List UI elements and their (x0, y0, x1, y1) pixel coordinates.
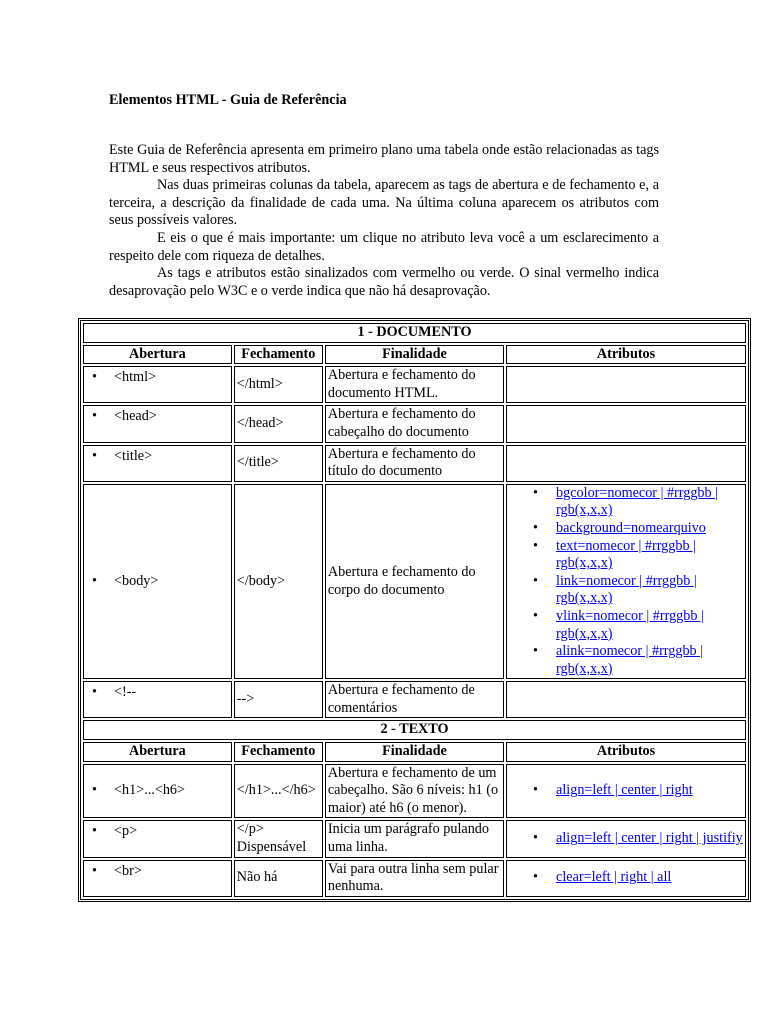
bullet-icon: • (92, 862, 97, 879)
attributes-cell (506, 860, 746, 897)
attribute-link[interactable]: text=nomecor | #rrggbb | rgb(x,x,x) (556, 537, 696, 572)
column-header: Fechamento (234, 345, 323, 365)
purpose-cell: Abertura e fechamento do documento HTML. (325, 366, 504, 403)
opening-tag-cell (83, 764, 232, 819)
opening-tag: <!-- (114, 684, 137, 701)
attribute-item (533, 485, 743, 520)
attribute-item (533, 869, 743, 887)
column-header: Abertura (83, 345, 232, 365)
attribute-item (533, 608, 743, 643)
attribute-item (533, 830, 743, 848)
column-header: Fechamento (234, 742, 323, 762)
attributes-cell (506, 820, 746, 857)
bullet-icon: • (92, 369, 97, 386)
opening-tag: <head> (114, 408, 157, 425)
opening-tag-cell (83, 820, 232, 857)
bullet-icon: • (92, 408, 97, 425)
attribute-list (509, 830, 743, 848)
closing-tag-cell: </body> (234, 484, 323, 680)
bullet-icon: • (92, 684, 97, 701)
closing-tag-cell: </p> Dispensável (234, 820, 323, 857)
attribute-link[interactable]: alink=nomecor | #rrggbb | rgb(x,x,x) (556, 643, 704, 677)
column-header-row (83, 345, 746, 365)
opening-tag-cell (83, 681, 232, 718)
table-row (83, 681, 746, 718)
attributes-cell (506, 405, 746, 442)
closing-tag-cell: </html> (234, 366, 323, 403)
attributes-cell (506, 764, 746, 819)
attributes-cell (506, 484, 746, 680)
bullet-icon: • (92, 823, 97, 840)
attribute-list (509, 782, 743, 800)
opening-tag: <br> (114, 862, 142, 879)
table-row (83, 860, 746, 897)
table-row (83, 445, 746, 482)
attributes-cell (506, 681, 746, 718)
opening-tag-cell (83, 445, 232, 482)
intro-paragraph: Nas duas primeiras colunas da tabela, aparecem as tags de abertura e de fechamento e, a terceira, a descrição da finalidade de cada uma. Na última coluna aparecem os atributos com seus possíveis valores. (109, 177, 659, 229)
purpose-cell: Abertura e fechamento do cabeçalho do documento (325, 405, 504, 442)
column-header: Finalidade (325, 345, 504, 365)
bullet-icon: • (92, 447, 97, 464)
bullet-icon: • (92, 782, 97, 799)
attribute-item (533, 538, 743, 573)
reference-table (80, 320, 749, 900)
attribute-link[interactable]: align=left | center | right (556, 782, 693, 799)
purpose-cell: Abertura e fechamento do corpo do documento (325, 484, 504, 680)
attribute-item (533, 782, 743, 800)
table-row (83, 764, 746, 819)
intro-text (109, 142, 659, 300)
closing-tag-cell: Não há (234, 860, 323, 897)
opening-tag: <p> (114, 823, 138, 840)
purpose-cell: Abertura e fechamento de comentários (325, 681, 504, 718)
bullet-icon: • (92, 572, 97, 589)
closing-tag-cell: --> (234, 681, 323, 718)
opening-tag-cell (83, 484, 232, 680)
opening-tag: <body> (114, 572, 159, 589)
attribute-link[interactable]: vlink=nomecor | #rrggbb | rgb(x,x,x) (556, 607, 704, 642)
table-row (83, 484, 746, 680)
section-header (83, 323, 746, 343)
column-header: Atributos (506, 742, 746, 762)
section-title: 1 - DOCUMENTO (83, 323, 746, 343)
table-row (83, 820, 746, 857)
attribute-link[interactable]: align=left | center | right | justifiy (556, 830, 743, 847)
attribute-item (533, 573, 743, 608)
column-header: Finalidade (325, 742, 504, 762)
purpose-cell: Vai para outra linha sem pular nenhuma. (325, 860, 504, 897)
intro-paragraph: As tags e atributos estão sinalizados com vermelho ou verde. O sinal vermelho indica desaprovação pelo W3C e o verde indica que não há desaprovação. (109, 265, 659, 299)
attribute-item (533, 643, 743, 678)
closing-tag-cell: </head> (234, 405, 323, 442)
attribute-item (533, 520, 743, 538)
section-header (83, 720, 746, 740)
attribute-link[interactable]: clear=left | right | all (556, 869, 672, 886)
opening-tag: <html> (114, 369, 157, 386)
opening-tag: <h1>...<h6> (114, 782, 186, 799)
closing-tag-cell: </h1>...</h6> (234, 764, 323, 819)
purpose-cell: Inicia um parágrafo pulando uma linha. (325, 820, 504, 857)
attribute-link[interactable]: link=nomecor | #rrggbb | rgb(x,x,x) (556, 572, 697, 607)
opening-tag-cell (83, 405, 232, 442)
opening-tag: <title> (114, 447, 153, 464)
attributes-cell (506, 445, 746, 482)
attribute-list (509, 869, 743, 887)
column-header: Atributos (506, 345, 746, 365)
column-header: Abertura (83, 742, 232, 762)
page-title: Elementos HTML - Guia de Referência (109, 92, 347, 108)
attribute-list (509, 485, 743, 679)
table-row (83, 405, 746, 442)
section-title: 2 - TEXTO (83, 720, 746, 740)
purpose-cell: Abertura e fechamento do título do documento (325, 445, 504, 482)
attribute-link[interactable]: bgcolor=nomecor | #rrggbb | rgb(x,x,x) (556, 484, 719, 519)
table-row (83, 366, 746, 403)
closing-tag-cell: </title> (234, 445, 323, 482)
intro-paragraph: Este Guia de Referência apresenta em primeiro plano uma tabela onde estão relacionadas as tags HTML e seus respectivos atributos. (109, 142, 659, 176)
purpose-cell: Abertura e fechamento de um cabeçalho. São 6 níveis: h1 (o maior) até h6 (o menor). (325, 764, 504, 819)
intro-paragraph: E eis o que é mais importante: um clique no atributo leva você a um esclarecimento a respeito dele com riqueza de detalhes. (109, 229, 659, 264)
opening-tag-cell (83, 860, 232, 897)
column-header-row (83, 742, 746, 762)
attribute-link[interactable]: background=nomearquivo (556, 519, 706, 536)
opening-tag-cell (83, 366, 232, 403)
attributes-cell (506, 366, 746, 403)
